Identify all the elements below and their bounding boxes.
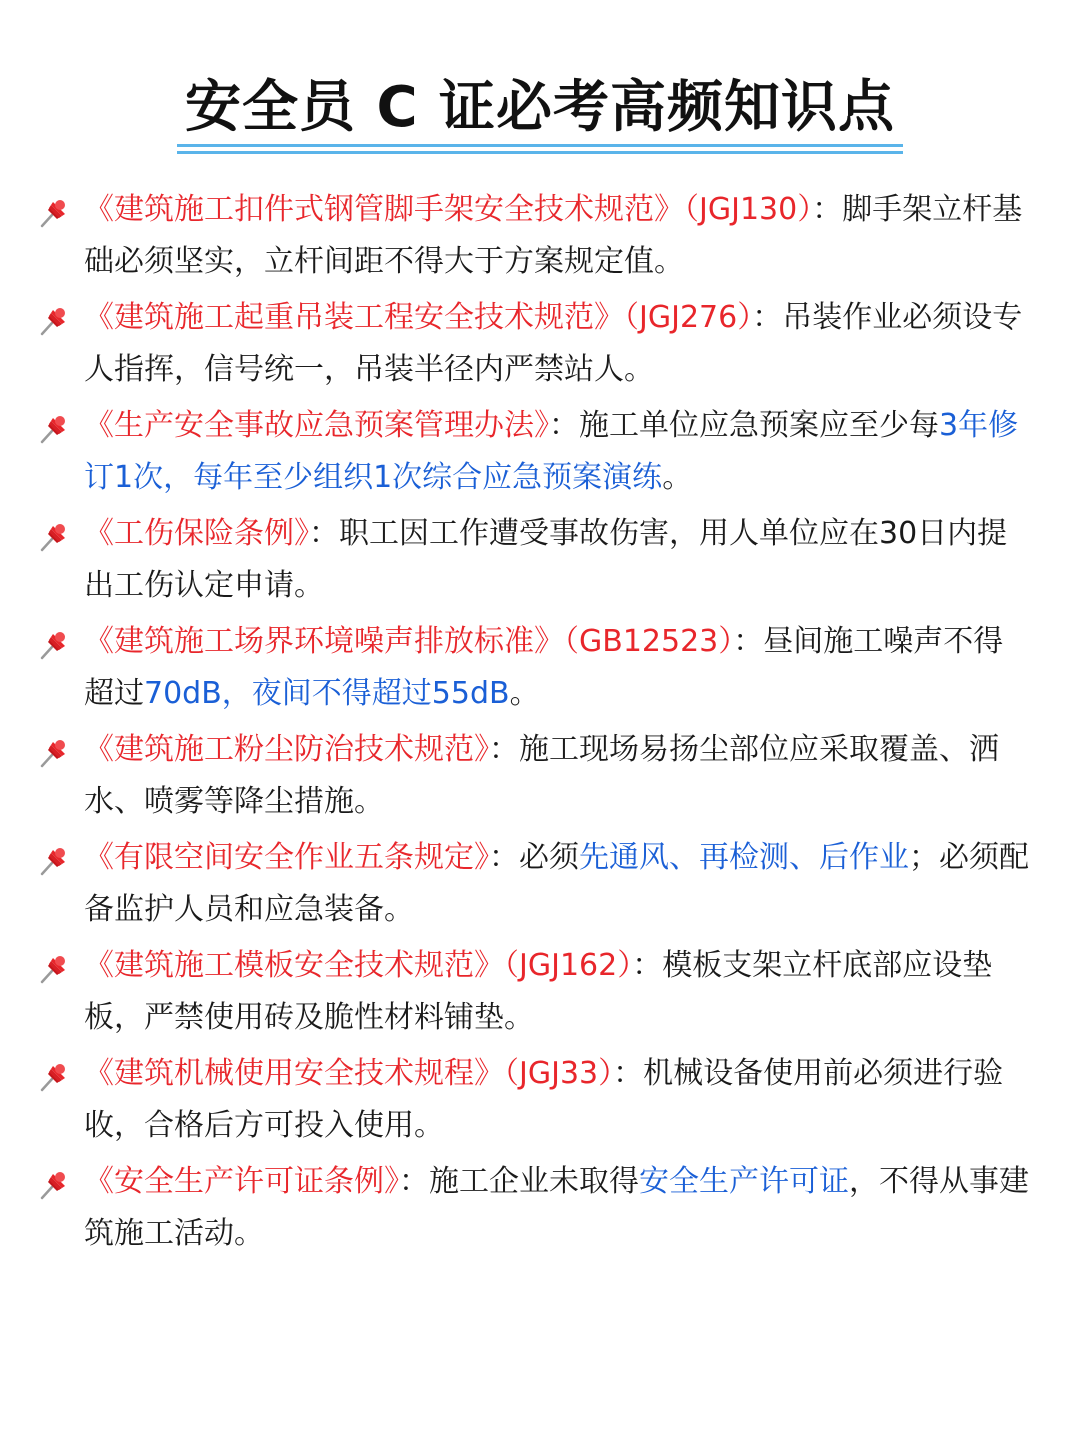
- highlight-text: 先通风、再检测、后作业: [579, 840, 909, 875]
- item-text: ：施工现场易扬尘部位应采取覆盖、洒水、喷雾等降尘措施。: [84, 732, 999, 819]
- item-text: ：昼间施工噪声不得超过: [84, 624, 1004, 711]
- page-title: [181, 70, 899, 146]
- highlight-text: 70dB，夜间不得超过55dB: [144, 676, 510, 711]
- pushpin-icon: [38, 518, 70, 550]
- item-text: 。: [509, 676, 540, 711]
- list-item: [0, 292, 1080, 396]
- pushpin-icon: [38, 734, 70, 766]
- pushpin-icon: [38, 194, 70, 226]
- item-text: ：机械设备使用前必须进行验收，合格后方可投入使用。: [84, 1056, 1004, 1143]
- item-text: ：吊装作业必须设专人指挥，信号统一，吊装半径内严禁站人。: [84, 300, 1023, 387]
- regulation-name: 《安全生产许可证条例》: [84, 1164, 399, 1199]
- item-text: ：职工因工作遭受事故伤害，用人单位应在30日内提出工伤认定申请。: [84, 516, 1008, 603]
- item-text: ，不得从事建筑施工活动。: [84, 1164, 1029, 1251]
- list-item: [0, 832, 1080, 936]
- item-text: ：必须: [489, 840, 579, 875]
- pushpin-icon: [38, 1166, 70, 1198]
- regulation-name: 《建筑施工场界环境噪声排放标准》（GB12523）: [84, 624, 734, 659]
- regulation-name: 《建筑施工模板安全技术规范》（JGJ162）: [84, 948, 633, 983]
- page-title-text: 安全员 C 证必考高频知识点: [184, 75, 896, 140]
- item-text: ：施工单位应急预案应至少每: [549, 408, 939, 443]
- item-text: ：施工企业未取得: [399, 1164, 639, 1199]
- highlight-text: 3年修订1次，每年至少组织1次综合应急预案演练: [84, 408, 1019, 495]
- regulation-name: 《工伤保险条例》: [84, 516, 309, 551]
- list-item: [0, 508, 1080, 612]
- item-text: 。: [662, 460, 693, 495]
- list-item: [0, 940, 1080, 1044]
- pushpin-icon: [38, 626, 70, 658]
- item-text: ：脚手架立杆基础必须坚实，立杆间距不得大于方案规定值。: [84, 192, 1023, 279]
- title-underline: [177, 144, 903, 154]
- pushpin-icon: [38, 410, 70, 442]
- regulation-name: 《建筑施工扣件式钢管脚手架安全技术规范》（JGJ130）: [84, 192, 813, 227]
- list-item: [0, 184, 1080, 288]
- pushpin-icon: [38, 842, 70, 874]
- item-text: ：模板支架立杆底部应设垫板，严禁使用砖及脆性材料铺垫。: [84, 948, 993, 1035]
- regulation-name: 《建筑机械使用安全技术规程》（JGJ33）: [84, 1056, 614, 1091]
- regulation-name: 《有限空间安全作业五条规定》: [84, 840, 489, 875]
- list-item: [0, 724, 1080, 828]
- list-item: [0, 616, 1080, 720]
- title-area: [0, 70, 1080, 146]
- item-text: ；必须配备监护人员和应急装备。: [84, 840, 1029, 927]
- regulation-name: 《建筑施工粉尘防治技术规范》: [84, 732, 489, 767]
- pushpin-icon: [38, 1058, 70, 1090]
- knowledge-list: [0, 184, 1080, 1264]
- list-item: [0, 1048, 1080, 1152]
- regulation-name: 《生产安全事故应急预案管理办法》: [84, 408, 549, 443]
- regulation-name: 《建筑施工起重吊装工程安全技术规范》（JGJ276）: [84, 300, 753, 335]
- list-item: [0, 400, 1080, 504]
- highlight-text: 安全生产许可证: [639, 1164, 849, 1199]
- pushpin-icon: [38, 302, 70, 334]
- pushpin-icon: [38, 950, 70, 982]
- list-item: [0, 1156, 1080, 1260]
